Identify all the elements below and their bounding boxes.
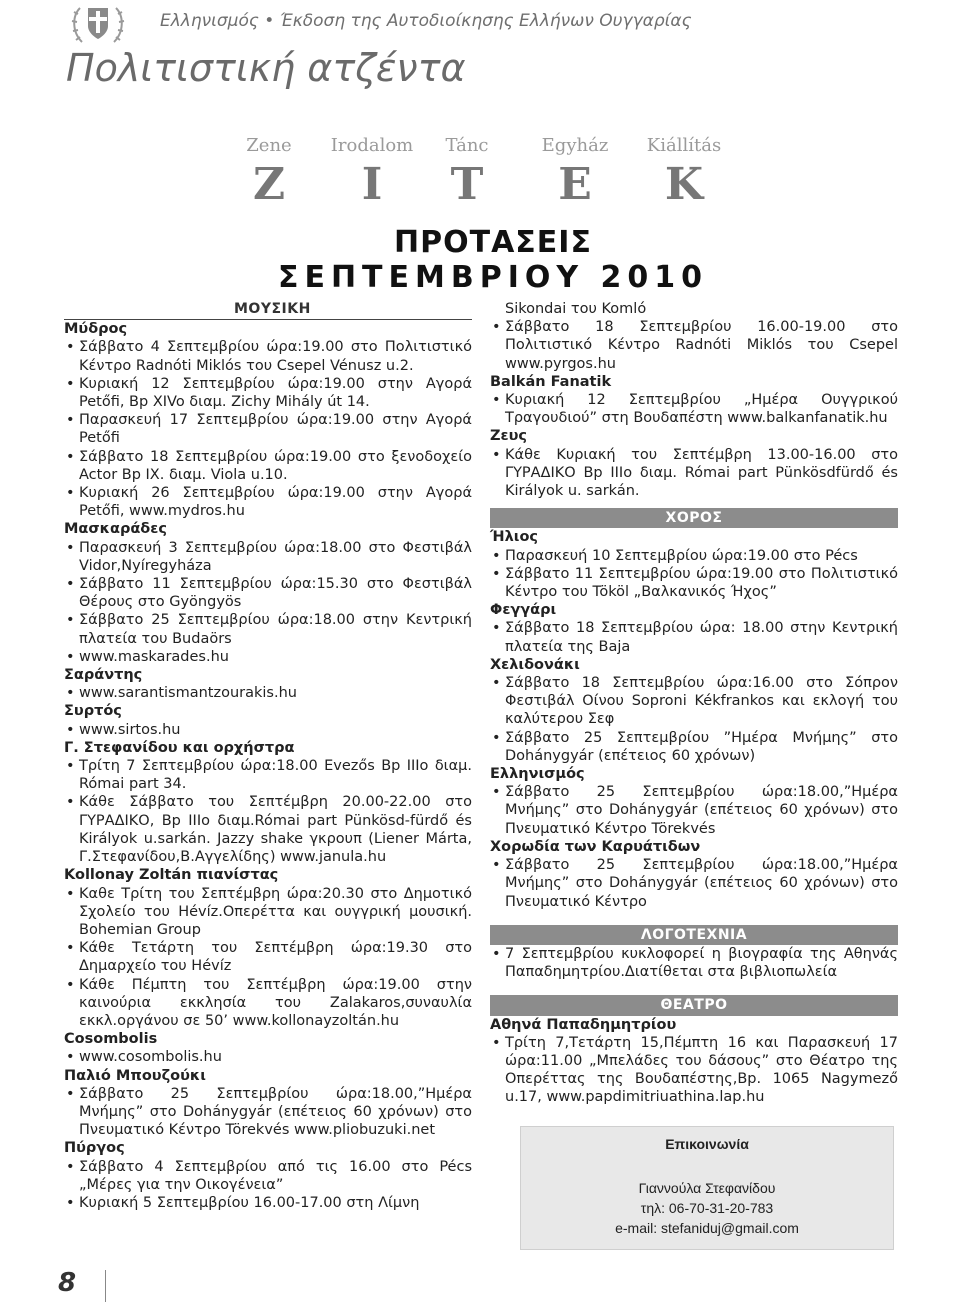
event-item: • Σάββατο 11 Σεπτεμβρίου ώρα:19.00 στο Πολιτιστικό Κέντρο του Tököl „Βαλκανικός Ήχος”: [490, 565, 898, 601]
page-number: 8: [58, 1268, 77, 1298]
act-name: Χορωδία των Καρυάτιδων: [490, 838, 701, 855]
event-item: • Σάββατο 4 Σεπτεμβρίου ώρα:19.00 στο Πολιτιστικό Κέντρο Radnóti Miklós του Csepel Vénusz u.2.: [64, 338, 472, 374]
continued-text: Sikondai του Komló: [505, 301, 647, 317]
article-title-line2: ΣΕΠΤΕΜΒΡΙΟΥ 2010: [277, 260, 709, 295]
banner-word: Zene: [246, 135, 292, 156]
banner-letter: T: [450, 159, 484, 210]
event-item: • www.sirtos.hu: [64, 721, 472, 739]
banner-column-kiallitas: [634, 132, 734, 210]
event-item: • Σάββατο 25 Σεπτεμβρίου ώρα:18.00,”Ημέρα Μνήμης” στο Dohánygyár (επέτειος 60 χρόνων) στο Πνευματικό Κέντρο: [490, 856, 898, 911]
publication-tagline: Ελληνισμός • Έκδοση της Αυτοδιοίκησης Ελλήνων Ουγγαρίας: [160, 11, 692, 31]
act-name: Χελιδονάκι: [490, 656, 580, 673]
act-name: Αθηνά Παπαδημητρίου: [490, 1016, 677, 1033]
act-name: Kollonay Zoltán πιανίστας: [64, 867, 279, 884]
act-name: Ήλιος: [490, 529, 539, 546]
contact-phone: τηλ: 06-70-31-20-783: [640, 1200, 774, 1216]
event-item: • Κυριακή 26 Σεπτεμβρίου ώρα:19.00 στην Αγορά Petőfi, www.mydros.hu: [64, 484, 472, 520]
event-item: • Σάββατο 25 Σεπτεμβρίου ώρα:18.00,”Ημέρα Μνήμης” στο Dohánygyár (επέτειος 60 χρόνων) στο Πνευματικό Κέντρο Törekvés www.pliobuzuki.net: [64, 1085, 472, 1140]
event-item: • Παρασκευή 17 Σεπτεμβρίου ώρα:19.00 στην Αγορά Petőfi: [64, 411, 472, 447]
act-name: Γ. Στεφανίδου και ορχήστρα: [64, 739, 295, 756]
crest-logo-icon: [68, 2, 128, 46]
banner-word: Tánc: [445, 135, 489, 156]
banner-letter: K: [664, 159, 704, 210]
banner-column-egyhaz: [530, 132, 620, 210]
event-item: • Κυριακή 12 Σεπτεμβρίου ώρα:19.00 στην Αγορά Petőfi, Bp XIVo διαμ. Zichy Mihály út 14.: [64, 375, 472, 411]
banner-word: Egyház: [541, 135, 609, 156]
left-column: [64, 300, 472, 1212]
event-item: • www.sarantismantzourakis.hu: [64, 684, 472, 702]
event-item: • Τρίτη 7,Τετάρτη 15,Πέμπτη 16 και Παρασκευή 17 ώρα:11.00 „Μπελάδες του δάσους” στο Θέατρο της Οπερέττας της Βουδαπέστης,Bp. 1065 Nagymező u.17, www.papdimitriuathina.lap.hu: [490, 1034, 898, 1107]
event-item: • Κυριακή 5 Σεπτεμβρίου 16.00-17.00 στη Λίμνη: [64, 1194, 472, 1212]
right-column: [490, 300, 898, 1107]
event-item: • Σάββατο 11 Σεπτεμβρίου ώρα:15.30 στο Φεστιβάλ Θέρους στο Gyöngyös: [64, 575, 472, 611]
section-header-dance: ΧΟΡΟΣ: [490, 508, 898, 528]
event-item: • Τρίτη 7 Σεπτεμβρίου ώρα:18.00 Evezős Bp IIIο διαμ. Római part 34.: [64, 757, 472, 793]
act-name: Μασκαράδες: [64, 521, 167, 538]
event-item: • 7 Σεπτεμβρίου κυκλοφορεί η βιογραφία της Αθηνάς Παπαδημητρίου.Διατίθεται στα βιβλιοπωλεία: [490, 945, 898, 981]
act-name: Ζευς: [490, 428, 527, 445]
event-item: • Σάββατο 4 Σεπτεμβρίου από τις 16.00 στο Pécs „Μέρες για την Οικογένεια”: [64, 1158, 472, 1194]
event-item: • Σάββατο 25 Σεπτεμβρίου ”Ημέρα Μνήμης” στο Dohánygyár (επέτειος 60 χρόνων): [490, 729, 898, 765]
event-item: • Σάββατο 25 Σεπτεμβρίου ώρα:18.00 στην Κεντρική πλατεία του Budaörs: [64, 611, 472, 647]
event-item: • Κάθε Πέμπτη του Σεπτέμβρη ώρα:19.00 στην καινούρια εκκλησία του Zalakaros,συναυλία εκκλ.οργάνου σε 50’ www.kollonayzoltán.hu: [64, 976, 472, 1031]
act-name: Μύδρος: [64, 321, 128, 338]
event-item: • Σάββατο 25 Σεπτεμβρίου ώρα:18.00,”Ημέρα Μνήμης” στο Dohánygyár (επέτειος 60 χρόνων) στο Πνευματικό Κέντρο Törekvés: [490, 783, 898, 838]
banner-column-irodalom: [326, 132, 418, 210]
event-item: • Σάββατο 18 Σεπτεμβρίου ώρα:16.00 στο Σόπρον Φεστιβάλ Οίνου Soproni Kékfrankos και εκλογή του καλύτερου Σεφ: [490, 674, 898, 729]
event-item: • Σάββατο 18 Σεπτεμβρίου ώρα: 18.00 στην Κεντρική πλατεία της Baja: [490, 619, 898, 655]
banner-word: Irodalom: [330, 135, 414, 156]
event-item: • Σάββατο 18 Σεπτεμβρίου 16.00-19.00 στο Πολιτιστικό Κέντρο Radnóti Miklós του Csepel www.pyrgos.hu: [490, 318, 898, 373]
page-divider: [105, 1270, 106, 1302]
act-name: Ελληνισμός: [490, 766, 585, 783]
event-item: • Κάθε Τετάρτη του Σεπτέμβρη ώρα:19.30 στο Δημαρχείο του Hévíz: [64, 939, 472, 975]
contact-box: [520, 1126, 894, 1250]
page-title: Πολιτιστική ατζέντα: [66, 46, 466, 90]
event-item: • Σάββατο 18 Σεπτεμβρίου ώρα:19.00 στο ξενοδοχείο Actor Bp IX. διαμ. Viola u.10.: [64, 448, 472, 484]
event-item: • www.maskarades.hu: [64, 648, 472, 666]
act-name: Φεγγάρι: [490, 602, 557, 619]
banner-column-zene: [226, 132, 312, 210]
event-item: • Καθε Τρίτη του Σεπτέμβρη ώρα:20.30 στο Δημοτικό Σχολείο του Hévíz.Οπερέττα και ουγγρική μουσική. Bohemian Group: [64, 885, 472, 940]
event-item: • Κυριακή 12 Σεπτεμβρίου „Ημέρα Ουγγρικού Τραγουδιού” στη Βουδαπέστη www.balkanfanatik.hu: [490, 391, 898, 427]
banner-letter: Z: [252, 159, 286, 210]
article-title-line1: ΠΡΟΤΑΣΕΙΣ: [394, 225, 592, 260]
act-name: Balkán Fanatik: [490, 373, 612, 390]
banner-word: Kiállítás: [646, 135, 722, 156]
section-header-theatre: ΘΕΑΤΡΟ: [490, 995, 898, 1015]
contact-title: Επικοινωνία: [665, 1136, 749, 1152]
event-item: • Παρασκευή 10 Σεπτεμβρίου ώρα:19.00 στο Pécs: [490, 547, 898, 565]
event-item: • www.cosombolis.hu: [64, 1048, 472, 1066]
section-header-literature: ΛΟΓΟΤΕΧΝΙΑ: [490, 925, 898, 945]
event-item: • Κάθε Σάββατο του Σεπτέμβρη 20.00-22.00 στο ΓΥΡΑΔΙΚΟ, Bp IIIo διαμ.Római part Pünkösd-fürdő és Királyok u.sarkán. Jazzy shake γκρουπ (Liener Márta, Γ.Στεφανίδου,Β.Αγγελίδης) www.janula.hu: [64, 793, 472, 866]
act-name: Παλιό Μπουζούκι: [64, 1067, 206, 1084]
act-name: Πύργος: [64, 1140, 125, 1157]
act-name: Συρτός: [64, 703, 122, 720]
article-title: [268, 226, 718, 296]
masthead: [60, 0, 940, 48]
banner-column-tanc: [426, 132, 508, 210]
act-name: Σαράντης: [64, 667, 143, 684]
zitek-banner: [0, 132, 960, 214]
section-header-music: ΜΟΥΣΙΚΗ: [64, 300, 472, 320]
event-item: • Παρασκευή 3 Σεπτεμβρίου ώρα:18.00 στο Φεστιβάλ Vidor,Nyíregyháza: [64, 539, 472, 575]
contact-name: Γιαννούλα Στεφανίδου: [638, 1180, 776, 1196]
act-name: Cosombolis: [64, 1031, 158, 1048]
banner-letter: E: [558, 159, 592, 210]
banner-letter: I: [361, 159, 383, 210]
contact-email: e-mail: stefaniduj@gmail.com: [615, 1220, 799, 1236]
event-item: • Κάθε Κυριακή του Σεπτέμβρη 13.00-16.00 στο ΓΥΡΑΔΙΚΟ Bp IIIο διαμ. Római part Pünkösdfürdő és Királyok u. sarkán.: [490, 446, 898, 501]
